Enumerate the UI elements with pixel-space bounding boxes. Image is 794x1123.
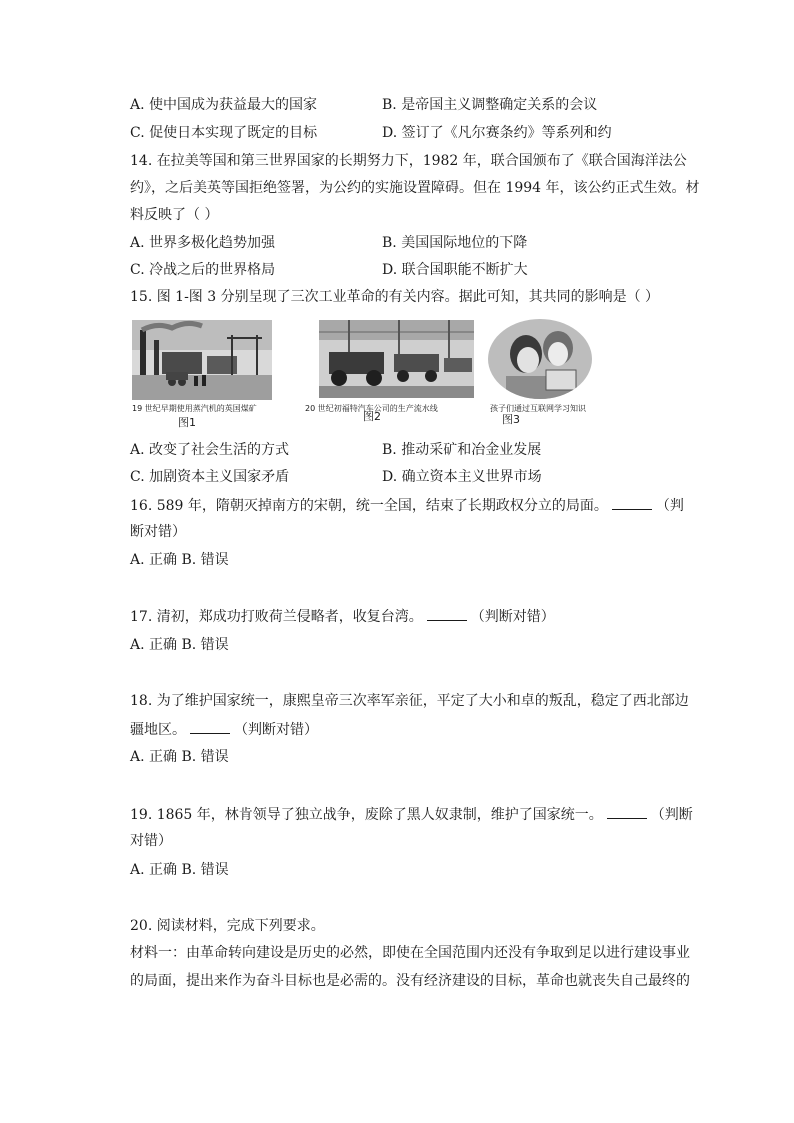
q14-option-a[interactable]: A. 世界多极化趋势加强 [130,235,276,251]
steam-coal-mine-image [132,320,272,400]
figure-2-label: 图2 [363,410,381,423]
q17-stem-line1 [130,606,694,627]
q17-stem-text: 17. 清初，郑成功打败荷兰侵略者，收复台湾。 [130,609,423,625]
figure-1 [132,320,272,430]
q19-answer-blank[interactable] [607,804,647,819]
q14-option-d[interactable]: D. 联合国职能不断扩大 [382,262,528,278]
q15-option-a[interactable]: A. 改变了社会生活的方式 [130,442,290,458]
q14-option-c[interactable]: C. 冷战之后的世界格局 [130,262,276,278]
q17-stem-tail: （判断对错） [470,609,555,625]
q13-option-c[interactable]: C. 促使日本实现了既定的目标 [130,125,318,141]
q19-stem-tail: （判断 [650,807,693,823]
q16-stem-line2: 断对错） [130,524,186,540]
q18-stem-text: 疆地区。 [130,722,186,738]
q14-option-b[interactable]: B. 美国国际地位的下降 [382,235,528,251]
q19-answer-choices[interactable]: A. 正确 B. 错误 [130,862,229,878]
q18-stem-tail: （判断对错） [234,722,318,738]
q13-option-d[interactable]: D. 签订了《凡尔赛条约》等系列和约 [382,125,612,141]
figure-2 [305,320,465,430]
q19-stem-line1 [130,804,694,825]
figure-2-caption: 20 世纪初福特汽车公司的生产流水线 [305,404,438,413]
q20-material-line1: 材料一：由革命转向建设是历史的必然，即使在全国范围内还没有争取到足以进行建设事业 [130,945,690,961]
q15-option-d[interactable]: D. 确立资本主义世界市场 [382,469,542,485]
q14-stem-line2: 约》，之后美英等国拒绝签署，为公约的实施设置障碍。但在 1994 年，该公约正式生效。材 [130,180,700,196]
q13-option-a[interactable]: A. 使中国成为获益最大的国家 [130,97,318,113]
q16-stem-line1 [130,495,694,516]
q20-material-line2: 的局面，提出来作为奋斗目标也是必需的。没有经济建设的目标，革命也就丧失自己最终的 [130,973,690,989]
figure-1-caption: 19 世纪早期使用蒸汽机的英国煤矿 [132,404,257,413]
q19-stem-line2: 对错） [130,833,172,849]
q16-stem-text: 16. 589 年，隋朝灭掉南方的宋朝，统一全国，结束了长期政权分立的局面。 [130,498,608,514]
ford-assembly-line-image [319,320,474,398]
q19-stem-text: 19. 1865 年，林肯领导了独立战争，废除了黑人奴隶制，维护了国家统一。 [130,807,603,823]
q17-answer-blank[interactable] [427,606,467,621]
q16-answer-choices[interactable]: A. 正确 B. 错误 [130,552,229,568]
figure-3-label: 图3 [502,413,520,426]
q15-option-c[interactable]: C. 加剧资本主义国家矛盾 [130,469,290,485]
children-internet-image [488,318,593,400]
q14-stem-line3: 料反映了（ ） [130,207,219,223]
q13-option-b[interactable]: B. 是帝国主义调整确定关系的会议 [382,97,598,113]
figure-3-caption: 孩子们通过互联网学习知识 [490,404,586,413]
q20-stem-line1: 20. 阅读材料，完成下列要求。 [130,918,325,934]
figure-3 [488,318,618,430]
q18-answer-choices[interactable]: A. 正确 B. 错误 [130,749,229,765]
q14-stem-line1: 14. 在拉美等国和第三世界国家的长期努力下，1982 年，联合国颁布了《联合国海洋法公 [130,153,687,169]
q18-stem-line1: 18. 为了维护国家统一，康熙皇帝三次率军亲征，平定了大小和卓的叛乱，稳定了西北部边 [130,693,689,709]
q16-answer-blank[interactable] [612,495,652,510]
figure-1-label: 图1 [178,416,196,429]
q18-stem-line2 [130,719,694,740]
q17-answer-choices[interactable]: A. 正确 B. 错误 [130,637,229,653]
q18-answer-blank[interactable] [190,719,230,734]
q16-stem-tail: （判 [655,498,684,514]
q15-option-b[interactable]: B. 推动采矿和冶金业发展 [382,442,542,458]
q15-stem-line1: 15. 图 1-图 3 分别呈现了三次工业革命的有关内容。据此可知，其共同的影响是（ ） [130,289,660,305]
